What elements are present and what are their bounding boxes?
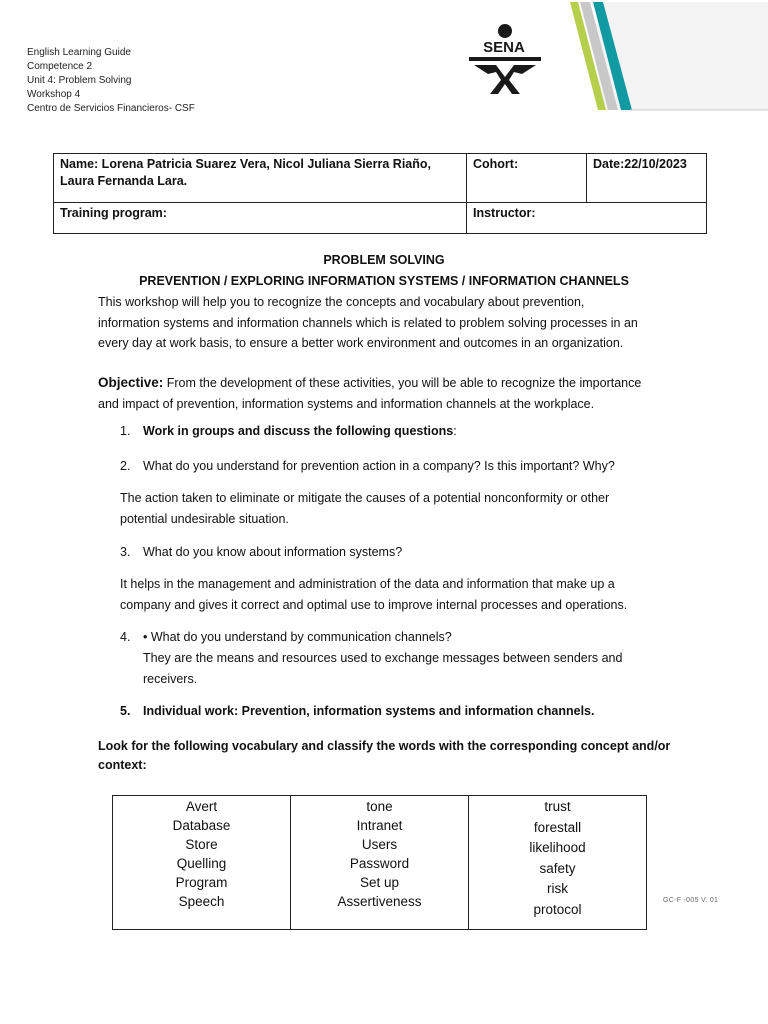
instructor-cell: Instructor:: [467, 203, 707, 234]
vocab-word: tone: [366, 799, 393, 814]
vocab-word: Avert: [185, 799, 218, 814]
vocab-word: safety: [539, 860, 576, 876]
item-text: Individual work: Prevention, information systems and information channels.: [143, 704, 595, 718]
intro-paragraph: [98, 292, 638, 354]
document-code: GC-F -005 V. 01: [663, 897, 719, 904]
sena-logo: [466, 22, 542, 98]
vocab-word: trust: [544, 799, 571, 814]
item-number: 5.: [120, 704, 131, 718]
header-line: Competence 2: [27, 61, 93, 72]
item-number: 2.: [120, 459, 131, 473]
intro-line: every day at work basis, to ensure a better work environment and outcomes in an organization.: [98, 336, 624, 350]
answer-line: They are the means and resources used to exchange messages between senders and: [143, 651, 623, 665]
vocab-column-3: [469, 796, 647, 930]
vocab-word: Intranet: [356, 818, 403, 833]
item-text: Work in groups and discuss the following questions: [143, 424, 454, 438]
item-number: 3.: [120, 545, 131, 559]
item-number: 4.: [120, 630, 131, 644]
vocab-instruction-line: context:: [98, 758, 147, 772]
header-stripes: [560, 0, 768, 112]
logo-figure: [474, 65, 536, 94]
vocab-instruction-line: Look for the following vocabulary and classify the words with the corresponding concept and/or: [98, 739, 671, 753]
intro-line: information systems and information channels which is related to problem solving processes in an: [98, 315, 638, 330]
vocab-word: risk: [547, 881, 568, 896]
name-cell: Name: Lorena Patricia Suarez Vera, Nicol Juliana Sierra Riaño, Laura Fernanda Lara.: [54, 154, 467, 203]
vocab-word: forestall: [533, 819, 582, 835]
header-line: Centro de Servicios Financieros- CSF: [27, 103, 195, 114]
vocab-word: Assertiveness: [337, 894, 422, 909]
vocab-word: Store: [185, 837, 218, 852]
header-line: English Learning Guide: [27, 47, 131, 58]
date-cell: Date:22/10/2023: [587, 154, 707, 203]
student-info-table: [53, 153, 707, 234]
page-title: PROBLEM SOLVING: [323, 253, 445, 267]
vocab-instructions: [98, 737, 670, 775]
vocab-word: Quelling: [176, 856, 227, 871]
logo-bar: [469, 57, 541, 61]
vocab-word: Database: [172, 818, 231, 833]
answer-line: The action taken to eliminate or mitigate the causes of a potential nonconformity or other: [120, 491, 610, 505]
vocab-column-1: [113, 796, 291, 930]
vocab-word: protocol: [533, 901, 582, 917]
answer-line: company and gives it correct and optimal use to improve internal processes and operations.: [120, 597, 628, 612]
item-text: What do you understand for prevention action in a company? Is this important? Why?: [143, 459, 615, 473]
vocab-word: Speech: [178, 894, 225, 909]
vocab-word: Password: [349, 856, 410, 871]
cohort-cell: Cohort:: [467, 154, 587, 203]
logo-text: SENA: [483, 39, 525, 56]
answer-line: potential undesirable situation.: [120, 511, 289, 526]
training-program-cell: Training program:: [54, 203, 467, 234]
header-line: Unit 4: Problem Solving: [27, 75, 132, 86]
objective-text: From the development of these activities, you will be able to recognize the importance: [163, 376, 642, 390]
header-line: Workshop 4: [27, 89, 81, 100]
vocab-word: Program: [175, 875, 228, 890]
answer-line: receivers.: [143, 671, 198, 686]
answer-4: [143, 648, 622, 689]
logo-head: [498, 24, 512, 38]
objective-label: Objective:: [98, 375, 164, 390]
vocab-word: Set up: [359, 875, 400, 890]
answer-3: [120, 574, 627, 615]
objective-paragraph: [98, 373, 641, 414]
document-header-info: [27, 46, 195, 116]
vocab-column-2: [291, 796, 469, 930]
item-suffix: :: [453, 424, 457, 438]
vocab-word: Users: [361, 837, 398, 852]
item-text: • What do you understand by communication channels?: [143, 630, 452, 644]
intro-line: This workshop will help you to recognize the concepts and vocabulary about prevention,: [98, 295, 585, 309]
item-number: 1.: [120, 424, 131, 438]
page-subtitle: PREVENTION / EXPLORING INFORMATION SYSTEMS / INFORMATION CHANNELS: [139, 274, 629, 288]
objective-line: and impact of prevention, information systems and information channels at the workplace.: [98, 396, 595, 411]
vocab-word: likelihood: [529, 840, 586, 855]
answer-line: It helps in the management and administration of the data and information that make up a: [120, 577, 615, 591]
item-text: What do you know about information systems?: [143, 545, 403, 559]
vocabulary-table: [112, 795, 647, 930]
answer-2: [120, 488, 609, 529]
